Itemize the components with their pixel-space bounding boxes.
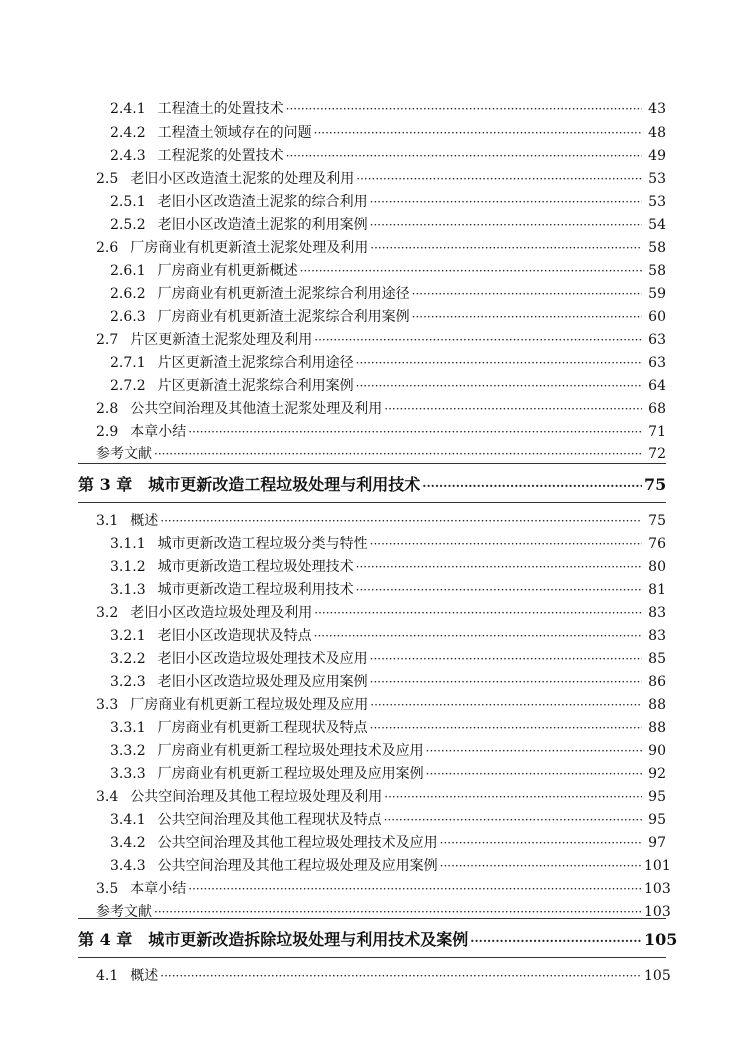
toc-entry-number: 2.5.1 xyxy=(110,194,146,210)
toc-entry-number: 3.4.1 xyxy=(110,812,146,828)
toc-page-number: 92 xyxy=(648,766,666,782)
toc-leader-dots xyxy=(356,558,642,576)
toc-entry-number: 3.2.1 xyxy=(110,628,146,644)
toc-entry-row xyxy=(110,811,666,829)
toc-leader-dots xyxy=(370,216,642,234)
toc-leader-dots xyxy=(426,765,642,783)
toc-page-number: 49 xyxy=(648,148,666,164)
toc-entry-number: 3.1 xyxy=(96,513,119,529)
toc-page-number: 105 xyxy=(644,968,671,984)
toc-entry-number: 2.8 xyxy=(96,401,119,417)
toc-entry-title: 公共空间治理及其他工程垃圾处理及应用案例 xyxy=(157,858,438,874)
toc-entry-title: 厂房商业有机更新概述 xyxy=(157,263,298,279)
toc-entry-row xyxy=(96,331,666,349)
toc-entry-row xyxy=(110,581,666,599)
toc-entry-row xyxy=(110,857,671,875)
toc-entry-number: 3.2 xyxy=(96,605,119,621)
toc-entry-row xyxy=(96,423,666,441)
toc-leader-dots xyxy=(286,100,642,118)
toc-entry-title: 城市更新改造工程垃圾分类与特性 xyxy=(157,536,368,552)
toc-entry-title: 公共空间治理及其他工程垃圾处理及利用 xyxy=(130,789,383,805)
toc-entry-number: 3.4.3 xyxy=(110,858,146,874)
toc-entry-row xyxy=(110,124,666,142)
toc-entry-number: 3.3.1 xyxy=(110,720,146,736)
toc-entry-row xyxy=(96,967,671,985)
toc-page-number: 60 xyxy=(648,309,666,325)
toc-page-number: 103 xyxy=(644,881,671,897)
toc-leader-dots xyxy=(314,604,642,622)
toc-entry-number: 2.9 xyxy=(96,424,119,440)
toc-page-number: 97 xyxy=(648,835,666,851)
toc-leader-dots xyxy=(370,193,642,211)
toc-page-number: 101 xyxy=(644,858,671,874)
toc-entry-title: 片区更新渣土泥浆处理及利用 xyxy=(130,332,313,348)
toc-leader-dots xyxy=(154,445,642,463)
toc-entry-row xyxy=(110,558,666,576)
toc-entry-row xyxy=(96,788,666,806)
toc-page-number: 81 xyxy=(648,582,666,598)
toc-page-number: 63 xyxy=(648,355,666,371)
toc-entry-row xyxy=(110,262,666,280)
toc-entry-title: 参考文献 xyxy=(96,446,152,462)
toc-leader-dots xyxy=(314,627,642,645)
chapter-rule-bottom xyxy=(78,957,666,958)
toc-page-number: 71 xyxy=(648,424,666,440)
chapter-rule-top xyxy=(78,918,666,919)
toc-entry-number: 3.4 xyxy=(96,789,119,805)
toc-leader-dots xyxy=(426,742,642,760)
toc-page-number: 90 xyxy=(648,743,666,759)
toc-leader-dots xyxy=(314,124,642,142)
toc-page-number: 58 xyxy=(648,240,666,256)
toc-page-number: 54 xyxy=(648,217,666,233)
toc-entry-title: 城市更新改造工程垃圾利用技术 xyxy=(157,582,354,598)
toc-entry-title: 本章小结 xyxy=(130,881,187,897)
toc-entry-row xyxy=(110,285,666,303)
toc-page-number: 75 xyxy=(648,513,666,529)
toc-leader-dots xyxy=(160,967,642,985)
toc-entry-title: 厂房商业有机更新工程垃圾处理技术及应用 xyxy=(157,743,424,759)
toc-entry-title: 城市更新改造工程垃圾处理技术 xyxy=(157,559,354,575)
toc-leader-dots xyxy=(188,423,642,441)
toc-entry-number: 3.2.3 xyxy=(110,674,146,690)
toc-entry-row xyxy=(110,354,666,372)
toc-leader-dots xyxy=(370,535,642,553)
toc-page-number: 53 xyxy=(648,171,666,187)
toc-entry-number: 2.7 xyxy=(96,332,119,348)
toc-entry-row xyxy=(110,147,666,165)
toc-leader-dots xyxy=(286,147,642,165)
toc-entry-title: 厂房商业有机更新工程现状及特点 xyxy=(157,720,368,736)
toc-entry-title: 厂房商业有机更新工程垃圾处理及应用 xyxy=(130,697,369,713)
toc-entry-row xyxy=(96,400,666,418)
toc-entry-title: 概述 xyxy=(130,513,159,529)
toc-page-number: 86 xyxy=(648,674,666,690)
toc-page-number: 53 xyxy=(648,194,666,210)
toc-entry-row xyxy=(110,216,666,234)
toc-entry-number: 2.7.2 xyxy=(110,378,146,394)
toc-page-number: 88 xyxy=(648,697,666,713)
chapter-rule-top xyxy=(78,463,666,464)
toc-page-number: 83 xyxy=(648,605,666,621)
toc-leader-dots xyxy=(188,880,642,898)
toc-entry-row xyxy=(110,719,666,737)
toc-leader-dots xyxy=(370,696,642,714)
toc-page-number: 72 xyxy=(648,446,666,462)
toc-entry-row xyxy=(110,308,666,326)
toc-entry-number: 2.4.1 xyxy=(110,101,146,117)
toc-entry-row xyxy=(110,535,666,553)
toc-page-number: 59 xyxy=(648,286,666,302)
toc-entry-row xyxy=(96,880,671,898)
toc-entry-row xyxy=(96,512,666,530)
toc-entry-title: 公共空间治理及其他工程垃圾处理技术及应用 xyxy=(157,835,438,851)
toc-leader-dots xyxy=(384,788,642,806)
toc-leader-dots xyxy=(370,650,642,668)
toc-page-number: 75 xyxy=(644,475,667,494)
toc-entry-title: 片区更新渣土泥浆综合利用案例 xyxy=(157,378,354,394)
toc-leader-dots xyxy=(300,262,642,280)
toc-page-number: 43 xyxy=(648,101,666,117)
toc-page-number: 103 xyxy=(644,904,671,920)
toc-entry-number: 第 3 章 xyxy=(78,475,133,494)
toc-page-number: 83 xyxy=(648,628,666,644)
toc-entry-number: 3.3.3 xyxy=(110,766,146,782)
toc-page-number: 58 xyxy=(648,263,666,279)
toc-entry-title: 工程渣土领域存在的问题 xyxy=(157,125,312,141)
toc-page-number: 85 xyxy=(648,651,666,667)
toc-leader-dots xyxy=(160,512,642,530)
toc-entry-row xyxy=(110,673,666,691)
toc-entry-title: 城市更新改造拆除垃圾处理与利用技术及案例 xyxy=(148,930,469,949)
toc-leader-dots xyxy=(370,239,642,257)
toc-entry-row xyxy=(96,445,666,463)
toc-leader-dots xyxy=(356,581,642,599)
toc-entry-number: 第 4 章 xyxy=(78,930,133,949)
toc-entry-title: 老旧小区改造渣土泥浆的利用案例 xyxy=(157,217,368,233)
toc-entry-number: 3.3.2 xyxy=(110,743,146,759)
toc-page-number: 63 xyxy=(648,332,666,348)
toc-leader-dots xyxy=(384,811,642,829)
toc-chapter-row xyxy=(78,930,678,951)
toc-entry-number: 3.3 xyxy=(96,697,119,713)
toc-entry-number: 2.5 xyxy=(96,171,119,187)
toc-entry-row xyxy=(110,377,666,395)
toc-leader-dots xyxy=(412,308,642,326)
toc-leader-dots xyxy=(356,170,642,188)
toc-chapter-row xyxy=(78,475,666,496)
toc-page-number: 68 xyxy=(648,401,666,417)
toc-page-number: 95 xyxy=(648,789,666,805)
toc-entry-title: 参考文献 xyxy=(96,904,152,920)
toc-leader-dots xyxy=(384,400,642,418)
toc-entry-row xyxy=(96,604,666,622)
toc-entry-title: 厂房商业有机更新渣土泥浆综合利用途径 xyxy=(157,286,410,302)
toc-leader-dots xyxy=(440,834,642,852)
toc-entry-row xyxy=(110,193,666,211)
toc-page-number: 48 xyxy=(648,125,666,141)
toc-entry-title: 工程渣土的处置技术 xyxy=(157,101,284,117)
toc-leader-dots xyxy=(314,331,642,349)
toc-entry-number: 3.1.3 xyxy=(110,582,146,598)
toc-entry-title: 片区更新渣土泥浆综合利用途径 xyxy=(157,355,354,371)
toc-entry-number: 3.4.2 xyxy=(110,835,146,851)
toc-leader-dots xyxy=(356,377,642,395)
toc-entry-title: 老旧小区改造垃圾处理技术及应用 xyxy=(157,651,368,667)
toc-entry-title: 厂房商业有机更新工程垃圾处理及应用案例 xyxy=(157,766,424,782)
toc-entry-number: 3.2.2 xyxy=(110,651,146,667)
toc-entry-row xyxy=(110,742,666,760)
chapter-rule-bottom xyxy=(78,502,666,503)
toc-entry-title: 本章小结 xyxy=(130,424,187,440)
toc-entry-number: 2.6.1 xyxy=(110,263,146,279)
toc-entry-row xyxy=(96,239,666,257)
toc-entry-title: 老旧小区改造垃圾处理及应用案例 xyxy=(157,674,368,690)
toc-entry-number: 2.4.3 xyxy=(110,148,146,164)
toc-entry-title: 城市更新改造工程垃圾处理与利用技术 xyxy=(148,475,421,494)
toc-entry-row xyxy=(110,765,666,783)
toc-leader-dots xyxy=(422,476,642,496)
toc-entry-number: 4.1 xyxy=(96,968,119,984)
toc-entry-row xyxy=(96,170,666,188)
toc-entry-title: 厂房商业有机更新渣土泥浆处理及利用 xyxy=(130,240,369,256)
toc-leader-dots xyxy=(412,285,642,303)
toc-entry-row xyxy=(110,627,666,645)
toc-page-number: 64 xyxy=(648,378,666,394)
toc-entry-number: 2.4.2 xyxy=(110,125,146,141)
toc-entry-title: 公共空间治理及其他渣土泥浆处理及利用 xyxy=(130,401,383,417)
toc-entry-row xyxy=(96,696,666,714)
toc-entry-number: 2.6.2 xyxy=(110,286,146,302)
toc-entry-title: 老旧小区改造渣土泥浆的综合利用 xyxy=(157,194,368,210)
toc-entry-row xyxy=(110,650,666,668)
toc-page-number: 105 xyxy=(644,930,678,949)
toc-entry-title: 概述 xyxy=(130,968,159,984)
toc-page-number: 95 xyxy=(648,812,666,828)
toc-entry-number: 3.1.1 xyxy=(110,536,146,552)
toc-entry-row xyxy=(110,834,666,852)
toc-leader-dots xyxy=(356,354,642,372)
toc-entry-number: 2.5.2 xyxy=(110,217,146,233)
toc-page-number: 76 xyxy=(648,536,666,552)
toc-leader-dots xyxy=(470,931,642,951)
toc-entry-title: 公共空间治理及其他工程现状及特点 xyxy=(157,812,382,828)
toc-entry-title: 工程泥浆的处置技术 xyxy=(157,148,284,164)
toc-entry-number: 3.5 xyxy=(96,881,119,897)
toc-entry-title: 老旧小区改造渣土泥浆的处理及利用 xyxy=(130,171,355,187)
toc-entry-number: 3.1.2 xyxy=(110,559,146,575)
toc-entry-row xyxy=(110,100,666,118)
toc-entry-title: 厂房商业有机更新渣土泥浆综合利用案例 xyxy=(157,309,410,325)
toc-entry-number: 2.7.1 xyxy=(110,355,146,371)
toc-entry-title: 老旧小区改造垃圾处理及利用 xyxy=(130,605,313,621)
toc-leader-dots xyxy=(370,673,642,691)
toc-leader-dots xyxy=(440,857,642,875)
toc-entry-title: 老旧小区改造现状及特点 xyxy=(157,628,312,644)
toc-page-number: 80 xyxy=(648,559,666,575)
toc-page-number: 88 xyxy=(648,720,666,736)
toc-entry-number: 2.6 xyxy=(96,240,119,256)
toc-entry-number: 2.6.3 xyxy=(110,309,146,325)
toc-leader-dots xyxy=(370,719,642,737)
